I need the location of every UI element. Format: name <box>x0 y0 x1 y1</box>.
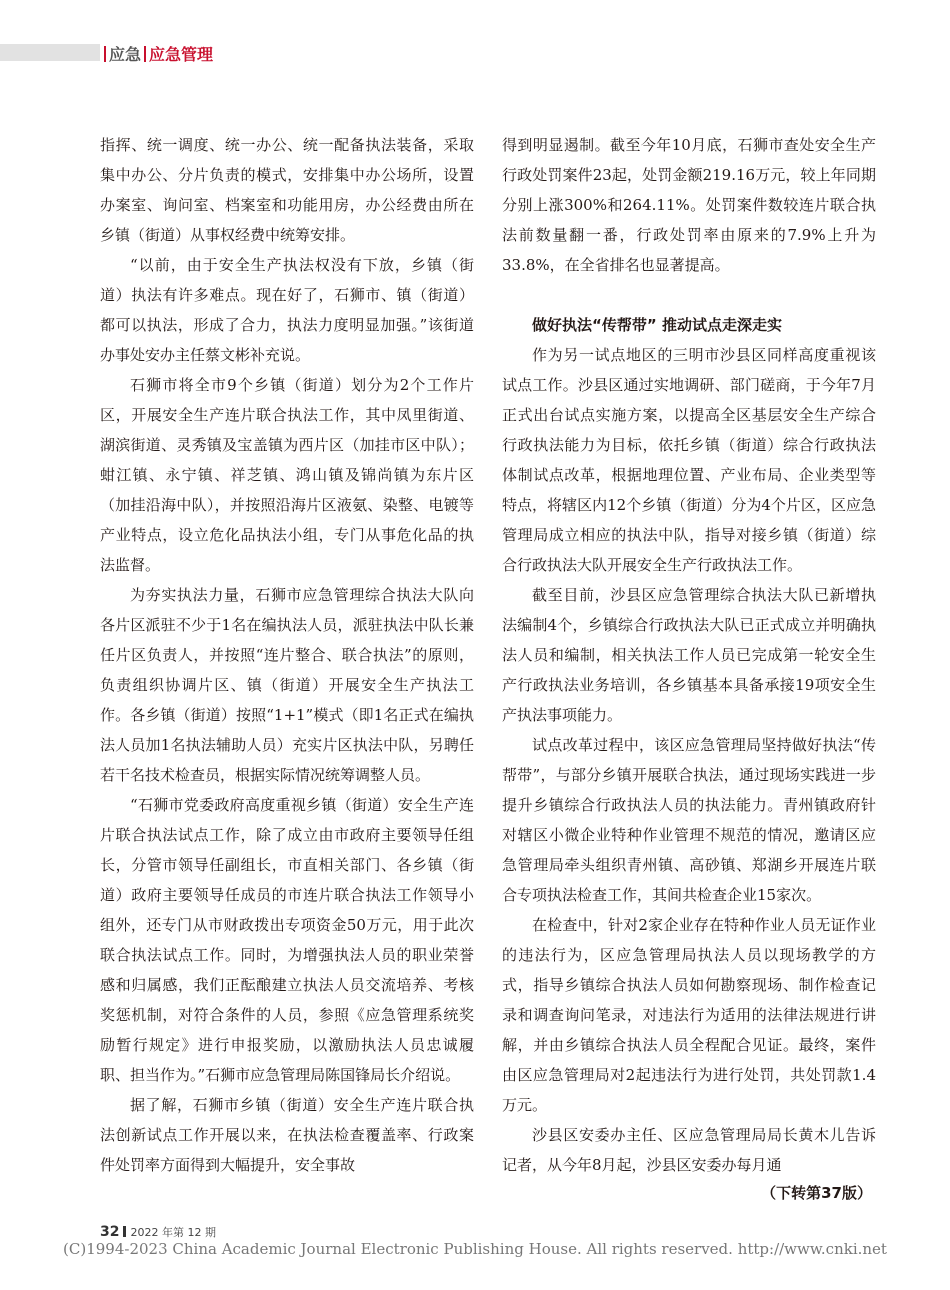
header-divider <box>144 46 146 62</box>
body-paragraph: “石狮市党委政府高度重视乡镇（街道）安全生产连片联合执法试点工作，除了成立由市政府主要领导任组长，分管市领导任副组长，市直相关部门、各乡镇（街道）政府主要领导任成员的市连片联合执法工作领导小组外，还专门从市财政拨出专项资金50万元，用于此次联合执法试点工作。同时，为增强执法人员的职业荣誉感和归属感，我们正酝酿建立执法人员交流培养、考核奖惩机制，对符合条件的人员，参照《应急管理系统奖励暂行规定》进行申报奖励，以激励执法人员忠诚履职、担当作为。”石狮市应急管理局陈国锋局长介绍说。 <box>100 796 474 1084</box>
body-paragraph: 试点改革过程中，该区应急管理局坚持做好执法“传帮带”，与部分乡镇开展联合执法，通过现场实践进一步提升乡镇综合行政执法人员的执法能力。青州镇政府针对辖区小微企业特种作业管理不规范的情况，邀请区应急管理局牵头组织青州镇、高砂镇、郑湖乡开展连片联合专项执法检查工作，其间共检查企业15家次。 <box>502 736 876 904</box>
body-paragraph: “以前，由于安全生产执法权没有下放，乡镇（街道）执法有许多难点。现在好了，石狮市、镇（街道）都可以执法，形成了合力，执法力度明显加强。”该街道办事处安办主任蔡文彬补充说。 <box>100 256 474 364</box>
body-paragraph: 沙县区安委办主任、区应急管理局局长黄木儿告诉记者，从今年8月起，沙县区安委办每月通 <box>502 1126 876 1174</box>
body-paragraph: 截至目前，沙县区应急管理综合执法大队已新增执法编制4个，乡镇综合行政执法大队已正式成立并明确执法人员和编制，相关执法工作人员已完成第一轮安全生产行政执法业务培训，各乡镇基本具备承接19项安全生产执法事项能力。 <box>502 586 876 724</box>
right-column <box>502 130 876 1206</box>
subsection-label: 应急管理 <box>149 45 214 64</box>
issue-label: 2022 年第 12 期 <box>130 1226 216 1239</box>
section-gap <box>502 280 876 310</box>
copyright-notice: (C)1994-2023 China Academic Journal Electronic Publishing House. All rights reserved. http://www.cnki.net <box>63 1240 887 1258</box>
body-paragraph: 作为另一试点地区的三明市沙县区同样高度重视该试点工作。沙县区通过实地调研、部门磋商，于今年7月正式出台试点实施方案，以提高全区基层安全生产综合行政执法能力为目标，依托乡镇（街道）综合行政执法体制试点改革，根据地理位置、产业布局、企业类型等特点，将辖区内12个乡镇（街道）分为4个片区，区应急管理局成立相应的执法中队，指导对接乡镇（街道）综合行政执法大队开展安全生产行政执法工作。 <box>502 346 876 574</box>
section-heading: 做好执法“传帮带” 推动试点走深走实 <box>532 316 782 334</box>
page-footer <box>100 1224 216 1240</box>
section-header <box>104 42 213 65</box>
header-divider <box>104 46 106 62</box>
body-paragraph: 得到明显遏制。截至今年10月底，石狮市查处安全生产行政处罚案件23起，处罚金额219.16万元，较上年同期分别上涨300%和264.11%。处罚案件数较连片联合执法前数量翻一番，行政处罚率由原来的7.9%上升为33.8%，在全省排名也显著提高。 <box>502 136 876 274</box>
body-paragraph: 在检查中，针对2家企业存在特种作业人员无证作业的违法行为，区应急管理局执法人员以现场教学的方式，指导乡镇综合执法人员如何勘察现场、制作检查记录和调查询问笔录，对违法行为适用的法律法规进行讲解，并由乡镇综合执法人员全程配合见证。最终，案件由区应急管理局对2起违法行为进行处罚，共处罚款1.4万元。 <box>502 916 876 1114</box>
continued-note: （下转第37版） <box>761 1184 872 1202</box>
body-paragraph: 据了解，石狮市乡镇（街道）安全生产连片联合执法创新试点工作开展以来，在执法检查覆盖率、行政案件处罚率方面得到大幅提升，安全事故 <box>100 1096 474 1174</box>
footer-divider <box>123 1226 126 1237</box>
page-number: 32 <box>100 1224 120 1240</box>
section-label: 应急 <box>109 45 142 64</box>
left-column <box>100 130 474 1180</box>
header-bar <box>0 44 100 61</box>
body-paragraph: 指挥、统一调度、统一办公、统一配备执法装备，采取集中办公、分片负责的模式，安排集中办公场所，设置办案室、询问室、档案室和功能用房，办公经费由所在乡镇（街道）从事权经费中统筹安排。 <box>100 136 474 244</box>
body-paragraph: 为夯实执法力量，石狮市应急管理综合执法大队向各片区派驻不少于1名在编执法人员，派驻执法中队长兼任片区负责人，并按照“连片整合、联合执法”的原则，负责组织协调片区、镇（街道）开展安全生产执法工作。各乡镇（街道）按照“1+1”模式（即1名正式在编执法人员加1名执法辅助人员）充实片区执法中队，另聘任若干名技术检查员，根据实际情况统筹调整人员。 <box>100 586 474 784</box>
body-paragraph: 石狮市将全市9个乡镇（街道）划分为2个工作片区，开展安全生产连片联合执法工作，其中凤里街道、湖滨街道、灵秀镇及宝盖镇为西片区（加挂市区中队）；蚶江镇、永宁镇、祥芝镇、鸿山镇及锦尚镇为东片区（加挂沿海中队），并按照沿海片区液氨、染整、电镀等产业特点，设立危化品执法小组，专门从事危化品的执法监督。 <box>100 376 474 574</box>
